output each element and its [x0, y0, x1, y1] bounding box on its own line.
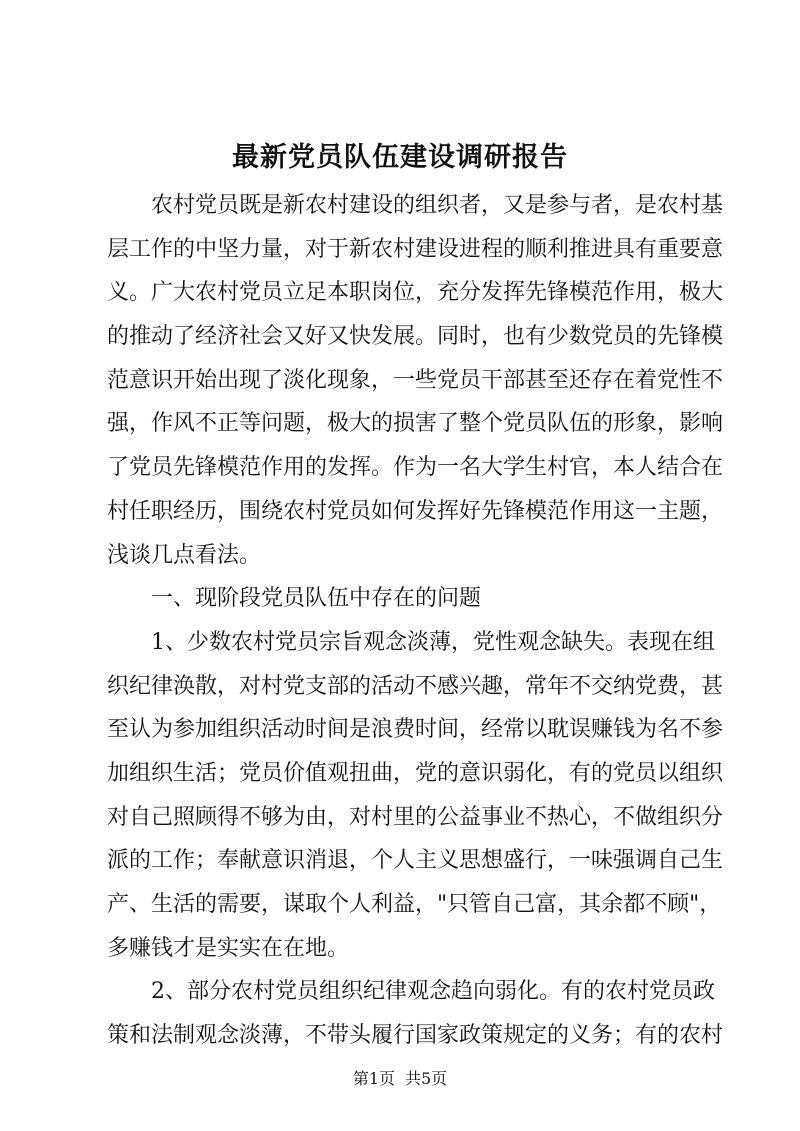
section-heading [107, 577, 707, 621]
page-total: 共5页 [405, 1069, 448, 1088]
paragraph [107, 184, 724, 577]
text-line: 策和法制观念淡薄，不带头履行国家政策规定的义务；有的农村 [107, 1023, 724, 1049]
text-line: 了党员先锋模范作用的发挥。作为一名大学生村官，本人结合在 [107, 455, 724, 481]
text-line: 多赚钱才是实实在在地。 [107, 935, 350, 961]
document-title: 最新党员队伍建设调研报告 [232, 142, 568, 173]
text-line: 范意识开始出现了淡化现象，一些党员干部甚至还存在着党性不 [107, 367, 724, 393]
paragraph [107, 621, 724, 971]
text-line: 派的工作；奉献意识消退，个人主义思想盛行，一味强调自己生 [107, 848, 724, 874]
text-line: 的推动了经济社会又好又快发展。同时，也有少数党员的先锋模 [107, 324, 724, 350]
text-line: 产、生活的需要，谋取个人利益，"只管自己富，其余都不顾"， [107, 892, 722, 917]
text-line: 对自己照顾得不够为由，对村里的公益事业不热心，不做组织分 [107, 804, 724, 830]
text-line: 层工作的中坚力量，对于新农村建设进程的顺利推进具有重要意 [107, 236, 724, 262]
page-footer [0, 1067, 800, 1091]
text-line: 农村党员既是新农村建设的组织者，又是参与者，是农村基 [151, 193, 724, 218]
text-line: 浅谈几点看法。 [107, 542, 262, 568]
text-line: 织纪律涣散，对村党支部的活动不感兴趣，常年不交纳党费，甚 [107, 673, 724, 699]
text-line: 至认为参加组织活动时间是浪费时间，经常以耽误赚钱为名不参 [107, 717, 724, 743]
paragraph [107, 970, 724, 1057]
text-line: 1、少数农村党员宗旨观念淡薄，党性观念缺失。表现在组 [151, 629, 715, 655]
text-line: 义。广大农村党员立足本职岗位，充分发挥先锋模范作用，极大 [107, 280, 724, 306]
text-line: 强，作风不正等问题，极大的损害了整个党员队伍的形象，影响 [107, 411, 724, 437]
page-number: 第1页 [352, 1069, 395, 1088]
text-line: 加组织生活；党员价值观扭曲，党的意识弱化，有的党员以组织 [107, 760, 724, 786]
document-body [107, 184, 724, 1058]
text-line: 村任职经历，围绕农村党员如何发挥好先锋模范作用这一主题， [107, 498, 724, 524]
text-line: 2、部分农村党员组织纪律观念趋向弱化。有的农村党员政 [151, 979, 715, 1005]
text-line: 一、现阶段党员队伍中存在的问题 [151, 586, 482, 612]
